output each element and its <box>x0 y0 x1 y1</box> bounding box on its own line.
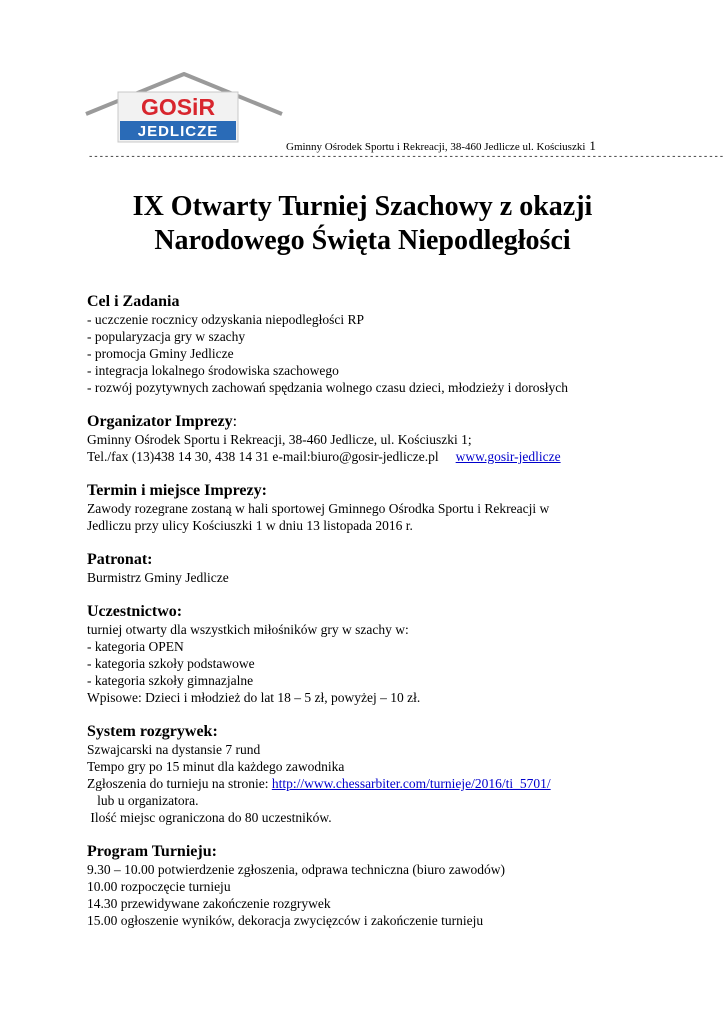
section-cel <box>87 292 647 396</box>
section-program <box>87 842 647 929</box>
section-organizator <box>87 412 647 465</box>
heading-colon: : <box>232 413 238 430</box>
section-heading: Termin i miejsce Imprezy: <box>87 482 267 499</box>
list-item: - kategoria szkoły podstawowe <box>87 656 255 671</box>
header-org-text: Gminny Ośrodek Sportu i Rekreacji, 38-460 Jedlicze ul. Kościuszki <box>286 141 586 153</box>
header-separator: ------------------------------------------------------------------------------------------------------------------------ <box>88 152 725 162</box>
organizer-contact <box>87 448 647 465</box>
section-heading: Uczestnictwo: <box>87 603 183 620</box>
section-system <box>87 722 647 826</box>
paragraph-line: Burmistrz Gminy Jedlicze <box>87 570 229 585</box>
paragraph-line: Zawody rozegrane zostaną w hali sportowej Gminnego Ośrodka Sportu i Rekreacji w <box>87 501 550 516</box>
schedule-item: 9.30 – 10.00 potwierdzenie zgłoszenia, odprawa techniczna (biuro zawodów) <box>87 862 505 877</box>
svg-text:JEDLICZE: JEDLICZE <box>137 123 219 140</box>
organizer-address: Gminny Ośrodek Sportu i Rekreacji, 38-460 Jedlicze, ul. Kościuszki 1; <box>87 432 472 447</box>
paragraph-line: Ilość miejsc ograniczona do 80 uczestników. <box>87 810 332 825</box>
registration-line <box>87 775 647 792</box>
title-line-1: IX Otwarty Turniej Szachowy z okazji <box>132 191 593 222</box>
page-number: 1 <box>589 138 596 153</box>
list-item: - rozwój pozytywnych zachowań spędzania wolnego czasu dzieci, młodzieży i dorosłych <box>87 380 568 395</box>
paragraph-line: Jedliczu przy ulicy Kościuszki 1 w dniu 13 listopada 2016 r. <box>87 518 413 533</box>
section-heading: Cel i Zadania <box>87 293 180 310</box>
registration-link[interactable]: http://www.chessarbiter.com/turnieje/2016/ti_5701/ <box>271 776 551 791</box>
list-item: - uczczenie rocznicy odzyskania niepodległości RP <box>87 312 365 327</box>
section-uczestnictwo <box>87 602 647 706</box>
paragraph-line: turniej otwarty dla wszystkich miłośników gry w szachy w: <box>87 622 409 637</box>
paragraph-line: lub u organizatora. <box>87 793 199 808</box>
svg-text:GOSiR: GOSiR <box>140 94 216 120</box>
schedule-item: 10.00 rozpoczęcie turnieju <box>87 879 231 894</box>
list-item: - promocja Gminy Jedlicze <box>87 346 234 361</box>
section-heading: Patronat: <box>87 551 153 568</box>
section-termin <box>87 481 647 534</box>
list-item: - integracja lokalnego środowiska szachowego <box>87 363 339 378</box>
list-item: - kategoria szkoły gimnazjalne <box>87 673 254 688</box>
schedule-item: 15.00 ogłoszenie wyników, dekoracja zwycięzców i zakończenie turnieju <box>87 913 484 928</box>
section-heading-text: Organizator Imprezy <box>87 413 233 430</box>
section-heading: System rozgrywek: <box>87 723 218 740</box>
website-link[interactable]: www.gosir-jedlicze <box>455 449 561 464</box>
page-title <box>0 190 725 258</box>
section-heading: Program Turnieju: <box>87 843 217 860</box>
registration-text: Zgłoszenia do turnieju na stronie: <box>87 776 272 791</box>
list-item: - kategoria OPEN <box>87 639 184 654</box>
paragraph-line: Wpisowe: Dzieci i młodzież do lat 18 – 5 zł, powyżej – 10 zł. <box>87 690 421 705</box>
title-line-2: Narodowego Święta Niepodległości <box>154 225 571 256</box>
schedule-item: 14.30 przewidywane zakończenie rozgrywek <box>87 896 331 911</box>
section-heading <box>87 412 647 431</box>
paragraph-line: Szwajcarski na dystansie 7 rund <box>87 742 261 757</box>
document-body <box>87 292 647 945</box>
list-item: - popularyzacja gry w szachy <box>87 329 246 344</box>
gosir-logo <box>84 70 284 150</box>
paragraph-line: Tempo gry po 15 minut dla każdego zawodnika <box>87 759 345 774</box>
contact-text: Tel./fax (13)438 14 30, 438 14 31 e-mail:biuro@gosir-jedlicze.pl <box>87 449 439 464</box>
section-patronat <box>87 550 647 586</box>
